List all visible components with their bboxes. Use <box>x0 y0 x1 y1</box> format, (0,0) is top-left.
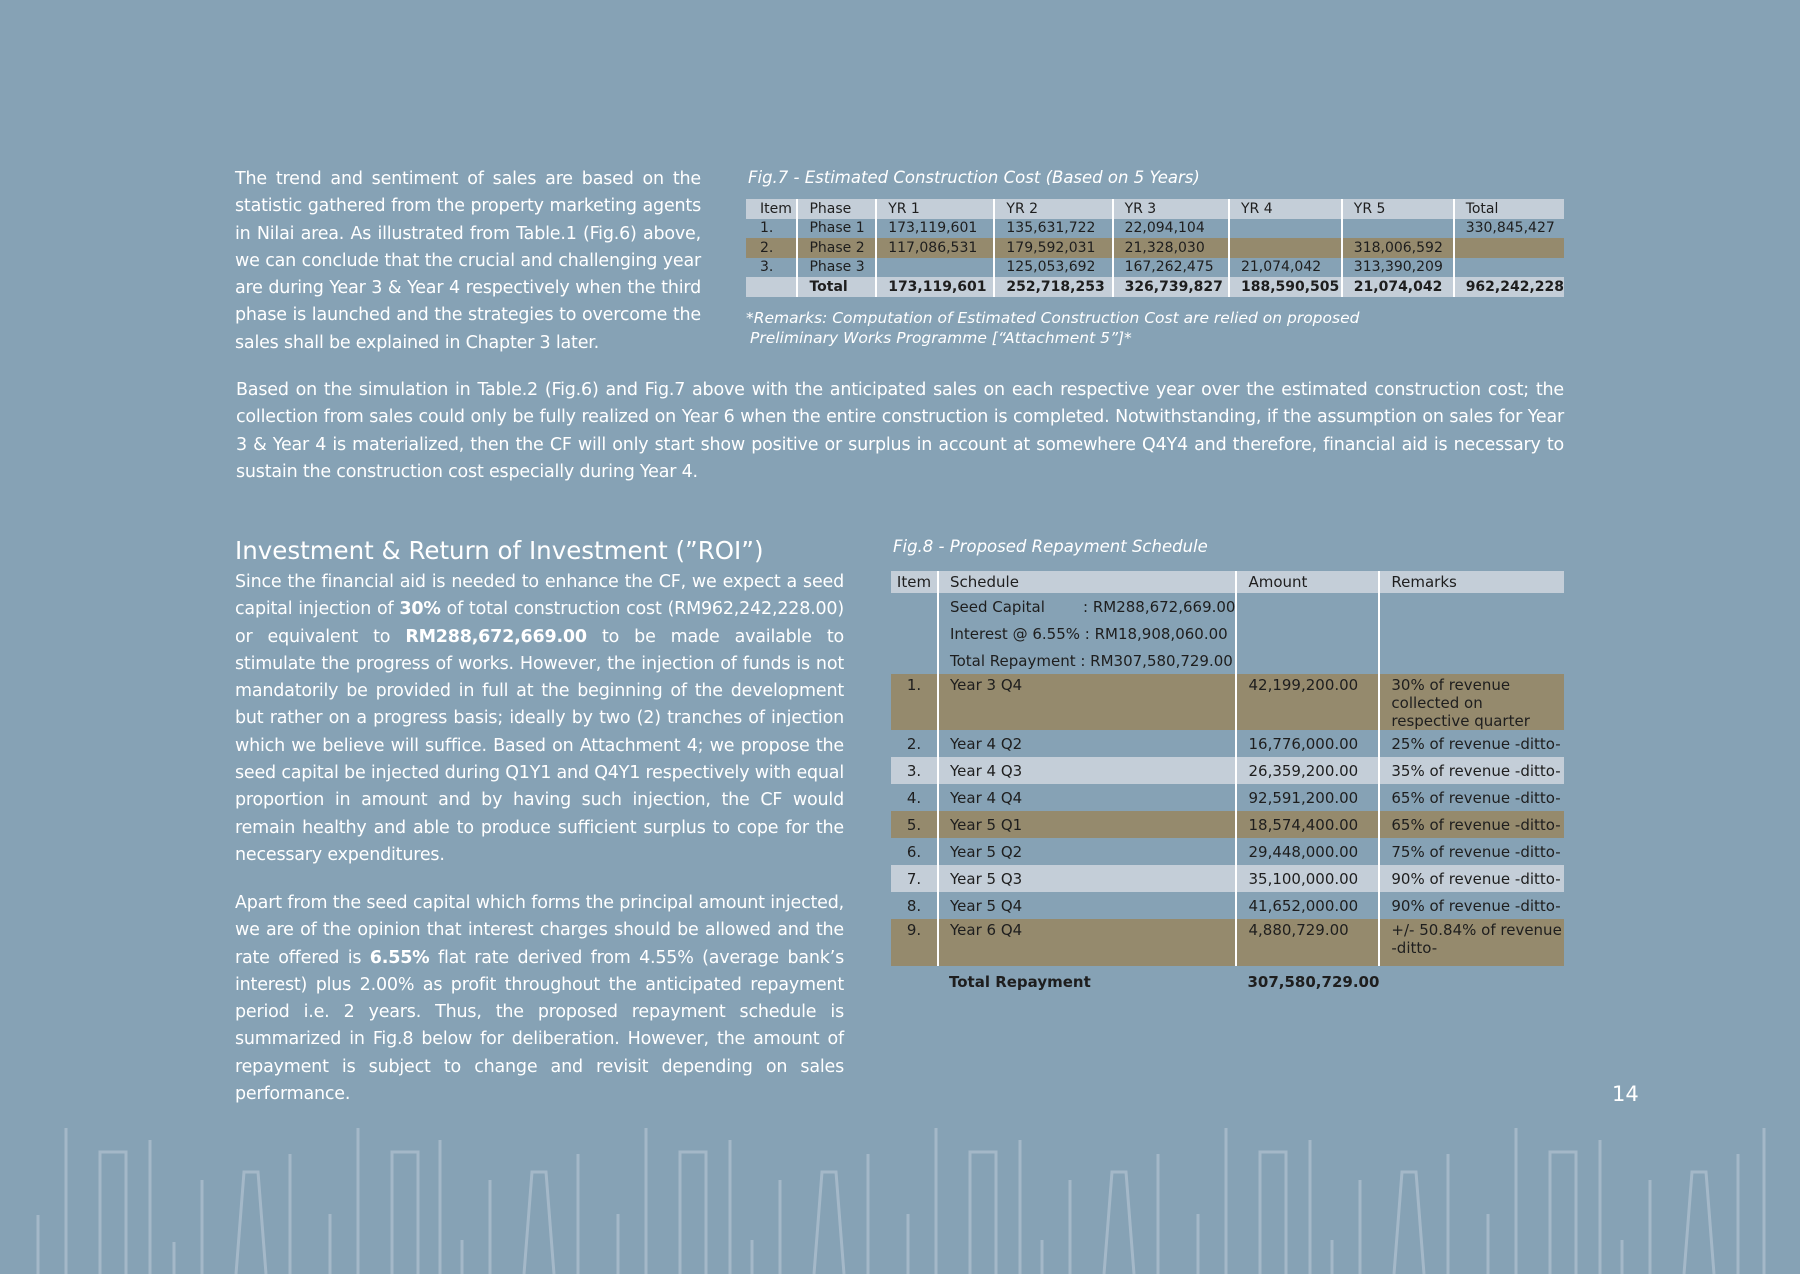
table-cell: Seed Capital : RM288,672,669.00 <box>938 593 1236 620</box>
table-cell: Phase 2 <box>797 238 876 258</box>
total-amount: 307,580,729.00 <box>1247 973 1380 991</box>
table-cell: 318,006,592 <box>1342 238 1454 258</box>
table-cell: 90% of revenue -ditto- <box>1379 892 1564 919</box>
table-cell: 135,631,722 <box>994 219 1112 239</box>
table-row <box>891 838 1564 865</box>
roi-paragraph-1 <box>235 569 844 869</box>
table-cell: 18,574,400.00 <box>1236 811 1379 838</box>
table-cell: +/- 50.84% of revenue -ditto- <box>1379 919 1564 966</box>
header-cell: YR 4 <box>1229 199 1342 219</box>
header-cell: YR 5 <box>1342 199 1454 219</box>
header-cell: Total <box>1454 199 1564 219</box>
table-cell: 1. <box>891 674 938 730</box>
construction-cost-table <box>746 199 1564 297</box>
fig8-caption: Fig.8 - Proposed Repayment Schedule <box>893 537 1208 556</box>
table-cell: 65% of revenue -ditto- <box>1379 811 1564 838</box>
table-cell: Total <box>797 277 876 297</box>
roi-paragraph-2 <box>235 890 844 1108</box>
text-run: Apart from the seed capital which forms the principal amount injected, we are of the opinion that interest charges should be allowed and the rate offered is <box>235 893 844 968</box>
table-cell: 326,739,827 <box>1113 277 1229 297</box>
highlight-amount: RM288,672,669.00 <box>405 626 587 647</box>
table-cell: 2. <box>746 238 797 258</box>
table-cell <box>876 258 994 278</box>
table-cell: Year 5 Q2 <box>938 838 1236 865</box>
table-cell: Year 6 Q4 <box>938 919 1236 966</box>
seed-capital-row <box>891 593 1564 620</box>
table-total-row <box>746 277 1564 297</box>
interest-row <box>891 620 1564 647</box>
table-header-row <box>891 571 1564 593</box>
table-cell: 330,845,427 <box>1454 219 1564 239</box>
highlight-percent: 30% <box>399 599 441 620</box>
table-cell: 7. <box>891 865 938 892</box>
table-cell: 35,100,000.00 <box>1236 865 1379 892</box>
header-cell: Phase <box>797 199 876 219</box>
intro-paragraph: The trend and sentiment of sales are based on the statistic gathered from the property marketing agents in Nilai area. As illustrated from Table.1 (Fig.6) above, we can conclude that the crucial and challenging year are during Year 3 & Year 4 respectively when the third phase is launched and the strategies to overcome the sales shall be explained in Chapter 3 later. <box>235 169 701 353</box>
table-cell: Year 5 Q3 <box>938 865 1236 892</box>
table-cell: 117,086,531 <box>876 238 994 258</box>
table-cell: Year 4 Q3 <box>938 757 1236 784</box>
table-cell: 5. <box>891 811 938 838</box>
table-cell: 2. <box>906 734 922 753</box>
skyline-decoration <box>0 1110 1800 1274</box>
table-total-row <box>891 966 1564 998</box>
table-row <box>746 219 1564 239</box>
remarks-line: *Remarks: Computation of Estimated Construction Cost are relied on proposed <box>746 309 1360 327</box>
table-cell: 6. <box>906 842 922 861</box>
page-number: 14 <box>1612 1082 1639 1106</box>
table-cell: 167,262,475 <box>1113 258 1229 278</box>
table-cell <box>1454 238 1564 258</box>
repayment-schedule-table <box>891 571 1564 998</box>
table-cell: 173,119,601 <box>876 277 994 297</box>
table-cell: 26,359,200.00 <box>1236 757 1379 784</box>
table-cell: 1. <box>760 220 774 237</box>
table-row <box>746 258 1564 278</box>
table-cell: Total Repayment : RM307,580,729.00 <box>938 647 1236 674</box>
table-cell: 65% of revenue -ditto- <box>1379 784 1564 811</box>
table-row <box>891 784 1564 811</box>
table-cell: Year 3 Q4 <box>938 674 1236 730</box>
header-cell: Remarks <box>1379 571 1564 593</box>
table-cell <box>746 277 797 297</box>
table-cell <box>1229 219 1342 239</box>
table-cell: Year 5 Q1 <box>938 811 1236 838</box>
table-cell: 4,880,729.00 <box>1236 919 1379 966</box>
table-row <box>746 238 1564 258</box>
header-cell: Item <box>746 199 797 219</box>
table-cell: 35% of revenue -ditto- <box>1379 757 1564 784</box>
fig7-remarks <box>746 308 1359 348</box>
text-run: flat rate derived from 4.55% (average bank’s interest) plus 2.00% as profit throughout the anticipated repayment period i.e. 2 years. Thus, the proposed repayment schedule is summarized in Fig.8 below for deliberation. However, the amount of repayment is subject to change and revisit depending on sales performance. <box>235 947 844 1105</box>
text-run: Since the financial aid is needed to enhance the CF, we expect a seed capital injection of <box>235 572 844 620</box>
table-row <box>891 730 1564 757</box>
table-cell: 22,094,104 <box>1113 219 1229 239</box>
header-cell: YR 3 <box>1113 199 1229 219</box>
table-row <box>891 892 1564 919</box>
roi-heading: Investment & Return of Investment (”ROI”) <box>235 536 764 565</box>
table-cell <box>1229 238 1342 258</box>
table-cell: 125,053,692 <box>994 258 1112 278</box>
table-cell: 179,592,031 <box>994 238 1112 258</box>
table-cell: Year 4 Q4 <box>938 784 1236 811</box>
text-run: to be made available to stimulate the progress of works. However, the injection of funds is not mandatorily be provided in full at the beginning of the development but rather on a progress basis; ideally by two (2) tranches of injection which we believe will suffice. Based on Attachment 4; we propose the seed capital be injected during Q1Y1 and Q4Y1 respectively with equal proportion in amount and by having such injection, the CF would remain healthy and able to produce sufficient surplus to cope for the necessary expenditures. <box>235 626 844 865</box>
table-row <box>891 919 1564 966</box>
fig7-caption: Fig.7 - Estimated Construction Cost (Based on 5 Years) <box>748 168 1200 187</box>
header-cell: YR 2 <box>994 199 1112 219</box>
table-header-row <box>746 199 1564 219</box>
table-cell: 313,390,209 <box>1342 258 1454 278</box>
text-run: of total construction cost (RM962,242,228.00) or equivalent to <box>235 599 844 647</box>
highlight-rate: 6.55% <box>369 947 430 968</box>
table-row <box>891 811 1564 838</box>
table-cell: 75% of revenue -ditto- <box>1379 838 1564 865</box>
table-cell: 25% of revenue -ditto- <box>1379 730 1564 757</box>
table-cell: 8. <box>906 896 922 915</box>
simulation-paragraph: Based on the simulation in Table.2 (Fig.6) and Fig.7 above with the anticipated sales on each respective year over the estimated construction cost; the collection from sales could only be fully realized on Year 6 when the entire construction is completed. Notwithstanding, if the assumption on sales for Year 3 & Year 4 is materialized, then the CF will only start show positive or surplus in account at somewhere Q4Y4 and therefore, financial aid is necessary to sustain the construction cost especially during Year 4. <box>236 380 1564 482</box>
table-cell: 4. <box>906 788 922 807</box>
table-cell: Year 5 Q4 <box>938 892 1236 919</box>
table-cell: 9. <box>891 919 938 966</box>
table-cell: 21,328,030 <box>1113 238 1229 258</box>
table-cell: Year 4 Q2 <box>938 730 1236 757</box>
table-cell: 92,591,200.00 <box>1236 784 1379 811</box>
table-cell: 173,119,601 <box>876 219 994 239</box>
table-cell: 41,652,000.00 <box>1236 892 1379 919</box>
total-label: Total Repayment <box>949 973 1091 991</box>
table-cell: Interest @ 6.55% : RM18,908,060.00 <box>938 620 1236 647</box>
table-row <box>891 674 1564 730</box>
table-cell: 29,448,000.00 <box>1236 838 1379 865</box>
table-cell: Phase 3 <box>797 258 876 278</box>
table-row <box>891 865 1564 892</box>
table-cell <box>1342 219 1454 239</box>
header-cell: YR 1 <box>876 199 994 219</box>
table-cell: 188,590,505 <box>1229 277 1342 297</box>
table-cell: 21,074,042 <box>1229 258 1342 278</box>
table-cell: 962,242,228 <box>1454 277 1564 297</box>
table-cell: 21,074,042 <box>1342 277 1454 297</box>
table-cell <box>1454 258 1564 278</box>
table-cell: 3. <box>891 757 938 784</box>
table-cell: Phase 1 <box>797 219 876 239</box>
header-cell: Schedule <box>938 571 1236 593</box>
table-cell: 90% of revenue -ditto- <box>1379 865 1564 892</box>
table-cell: 252,718,253 <box>994 277 1112 297</box>
table-cell: 3. <box>760 259 774 276</box>
remarks-line: Preliminary Works Programme [“Attachment 5”]* <box>750 329 1132 347</box>
table-cell: 16,776,000.00 <box>1236 730 1379 757</box>
header-cell: Item <box>891 571 938 593</box>
total-repayment-summary-row <box>891 647 1564 674</box>
table-row <box>891 757 1564 784</box>
header-cell: Amount <box>1236 571 1379 593</box>
table-cell: 42,199,200.00 <box>1236 674 1379 730</box>
table-cell: 30% of revenue collected on respective quarter <box>1379 674 1564 730</box>
